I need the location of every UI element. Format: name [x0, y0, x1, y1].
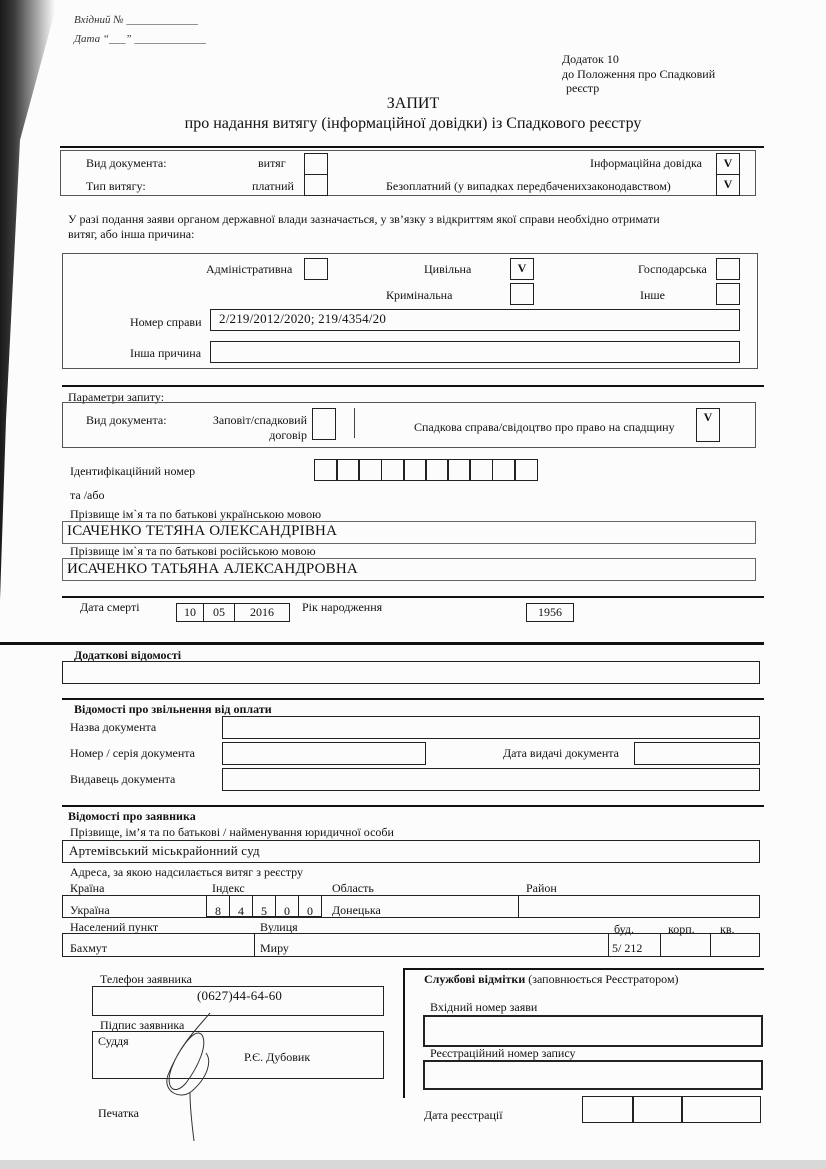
case-number-field[interactable]: [210, 309, 740, 331]
building-value[interactable]: 5/ 212: [612, 941, 643, 955]
params-label: Параметри запиту:: [68, 390, 165, 404]
additional-field[interactable]: [62, 661, 760, 684]
exemption-issue-date-label: Дата видачі документа: [503, 746, 619, 760]
divider-params: [62, 385, 764, 387]
exemption-issue-date-field[interactable]: [634, 742, 760, 765]
scan-edge-shadow: [0, 0, 60, 1169]
name-ua-field[interactable]: [62, 521, 756, 544]
divider-additional: [0, 642, 764, 645]
id-number-cell[interactable]: [425, 459, 449, 481]
exemption-doc-name-field[interactable]: [222, 716, 760, 739]
reg-date-month[interactable]: [632, 1096, 683, 1123]
reg-date-year[interactable]: [681, 1096, 761, 1123]
death-day[interactable]: 10: [176, 603, 204, 622]
street-value[interactable]: Миру: [260, 941, 289, 955]
divider-exemption: [62, 698, 764, 700]
name-ru-label: Прізвище ім`я та по батькові російською мовою: [70, 544, 316, 558]
city-label: Населений пункт: [70, 920, 159, 934]
address-row-1: [62, 895, 760, 918]
apt-label: кв.: [720, 922, 735, 936]
building-label: буд.: [614, 922, 634, 936]
index-digit-cell[interactable]: 0: [298, 895, 322, 917]
country-value[interactable]: Україна: [70, 903, 110, 917]
inheritance-checkbox[interactable]: V: [696, 408, 720, 442]
will-label-1: Заповіт/спадковий: [212, 413, 307, 427]
admin-label: Адміністративна: [206, 262, 293, 276]
inheritance-label: Спадкова справа/свідоцтво про право на спадщину: [414, 420, 675, 434]
birth-year-label: Рік народження: [302, 600, 383, 614]
street-label: Вулиця: [260, 920, 298, 934]
handwritten-signature: [150, 1005, 230, 1145]
doc-type-label: Вид документа:: [86, 156, 167, 170]
name-ru-value: ИСАЧЕНКО ТАТЬЯНА АЛЕКСАНДРОВНА: [67, 561, 358, 577]
building-divider: [608, 933, 609, 956]
other-checkbox[interactable]: [716, 283, 740, 305]
commercial-label: Господарська: [638, 262, 707, 276]
exemption-doc-name-label: Назва документа: [70, 720, 157, 734]
admin-checkbox[interactable]: [304, 258, 328, 280]
id-number-label: Ідентифікаційний номер: [70, 464, 196, 478]
page-bottom-edge: [0, 1160, 826, 1169]
official-left-border: [403, 968, 405, 1098]
address-label: Адреса, за якою надсилається витяг з реєстру: [70, 865, 303, 879]
block-label: корп.: [668, 922, 695, 936]
stamp-label: Печатка: [98, 1106, 139, 1120]
apt-divider: [710, 933, 711, 956]
paid-label: платний: [252, 179, 294, 193]
incoming-request-field[interactable]: [423, 1015, 763, 1047]
id-number-cell[interactable]: [403, 459, 427, 481]
will-label-2: договір: [269, 428, 307, 442]
street-divider: [254, 933, 255, 956]
other-reason-label: Інша причина: [130, 346, 202, 360]
phone-label: Телефон заявника: [100, 972, 192, 986]
applicant-label: Відомості про заявника: [68, 809, 196, 823]
info-note-checkbox[interactable]: V: [716, 153, 740, 175]
extract-checkbox[interactable]: [304, 153, 328, 175]
reg-date-day[interactable]: [582, 1096, 634, 1123]
exemption-issuer-field[interactable]: [222, 768, 760, 791]
death-year[interactable]: 2016: [234, 603, 290, 622]
judge-name: Р.Є. Дубовик: [244, 1050, 311, 1064]
annex-line-1: Додаток 10: [562, 52, 619, 66]
incoming-request-label: Вхідний номер заяви: [430, 1000, 538, 1014]
form-subtitle: про надання витягу (інформаційної довідки) із Спадкового реєстру: [184, 115, 642, 132]
other-reason-field[interactable]: [210, 341, 740, 363]
id-number-cell[interactable]: [314, 459, 338, 481]
id-number-cell[interactable]: [381, 459, 405, 481]
index-digit-cell[interactable]: 8: [206, 895, 230, 917]
id-number-cell[interactable]: [336, 459, 360, 481]
death-date-label: Дата смерті: [80, 600, 140, 614]
gov-note: У разі подання заяви органом державної влади зазначається, у зв’язку з відкриттям якої справи необхідно отримати витяг, або інша причина:: [68, 212, 660, 241]
official-top-border: [404, 968, 764, 970]
city-value[interactable]: Бахмут: [70, 941, 108, 955]
applicant-name-value: Артемівський міськрайонний суд: [69, 843, 260, 858]
reg-number-label: Реєстраційний номер запису: [430, 1046, 576, 1060]
and-or-label: та /або: [70, 488, 105, 502]
block-divider: [660, 933, 661, 956]
commercial-checkbox[interactable]: [716, 258, 740, 280]
params-doc-type-label: Вид документа:: [86, 413, 167, 427]
reg-number-field[interactable]: [423, 1060, 763, 1090]
exemption-issuer-label: Видавець документа: [70, 772, 176, 786]
case-number-label: Номер справи: [130, 315, 202, 329]
phone-value: (0627)44-64-60: [197, 988, 283, 1003]
index-digit-cell[interactable]: 5: [252, 895, 276, 917]
reg-date-label: Дата реєстрації: [424, 1108, 503, 1122]
applicant-name-label: Прізвище, ім’я та по батькові / найменування юридичної особи: [70, 825, 394, 839]
index-digit-cell[interactable]: 4: [229, 895, 253, 917]
death-month[interactable]: 05: [203, 603, 235, 622]
annex-line-3: реєстр: [566, 81, 600, 95]
form-title: ЗАПИТ: [386, 95, 440, 112]
incoming-number-label: Вхідний № _____________: [74, 14, 198, 26]
paid-checkbox[interactable]: [304, 174, 328, 196]
address-row-2: [62, 933, 760, 957]
case-number-value: 2/219/2012/2020; 219/4354/20: [219, 311, 387, 326]
birth-year[interactable]: 1956: [526, 603, 574, 622]
district-divider: [518, 895, 519, 917]
id-number-cell[interactable]: [514, 459, 538, 481]
name-ru-field[interactable]: [62, 558, 756, 581]
divider-top: [60, 146, 764, 148]
criminal-label: Кримінальна: [386, 288, 453, 302]
index-label: Індекс: [212, 881, 245, 895]
additional-label: Додаткові відомості: [74, 648, 182, 662]
free-checkbox[interactable]: V: [716, 174, 740, 196]
criminal-checkbox[interactable]: [510, 283, 534, 305]
annex-line-2: до Положення про Спадковий: [562, 67, 716, 81]
date-label: Дата “___” _____________: [74, 33, 206, 45]
exemption-doc-number-field[interactable]: [222, 742, 426, 765]
will-checkbox[interactable]: [312, 408, 336, 440]
divider-dates: [62, 596, 764, 598]
judge-label: Суддя: [98, 1034, 129, 1048]
district-label: Район: [526, 881, 557, 895]
extract-label: витяг: [258, 156, 286, 170]
signature-field[interactable]: [92, 1031, 384, 1079]
id-number-cell[interactable]: [469, 459, 493, 481]
id-number-cell[interactable]: [492, 459, 516, 481]
extract-type-label: Тип витягу:: [86, 179, 146, 193]
signature-label: Підпис заявника: [100, 1018, 185, 1032]
official-title: Службові відмітки (заповнюється Реєстратором): [424, 972, 679, 986]
exemption-label: Відомості про звільнення від оплати: [74, 702, 272, 716]
country-label: Країна: [70, 881, 105, 895]
divider-applicant: [62, 805, 764, 807]
params-separator: [354, 408, 355, 438]
name-ua-label: Прізвище ім`я та по батькові українською мовою: [70, 507, 322, 521]
civil-checkbox[interactable]: V: [510, 258, 534, 280]
exemption-doc-number-label: Номер / серія документа: [70, 746, 196, 760]
free-label: Безоплатний (у випадках передбаченихзаконодавством): [386, 179, 671, 193]
region-value[interactable]: Донецька: [332, 903, 381, 917]
info-note-label: Інформаційна довідка: [590, 156, 702, 170]
name-ua-value: ІСАЧЕНКО ТЕТЯНА ОЛЕКСАНДРІВНА: [67, 523, 338, 539]
region-label: Область: [332, 881, 374, 895]
index-digit-cell[interactable]: 0: [275, 895, 299, 917]
civil-label: Цивільна: [424, 262, 472, 276]
id-number-cell[interactable]: [447, 459, 471, 481]
applicant-name-field[interactable]: [62, 840, 760, 863]
id-number-cell[interactable]: [358, 459, 382, 481]
other-label: Інше: [640, 288, 665, 302]
phone-field[interactable]: [92, 986, 384, 1016]
